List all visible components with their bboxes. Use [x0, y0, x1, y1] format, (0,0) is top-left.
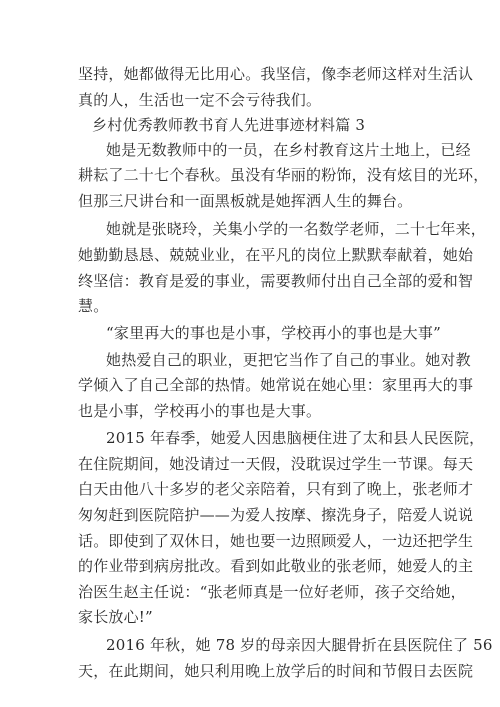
text-line: 慧。 [78, 297, 109, 315]
text-line: 她热爱自己的职业，更把它当作了自己的事业。她对教 [106, 351, 471, 369]
text-line: 2016 年秋，她 78 岁的母亲因大腿骨折在县医院住了 56 [106, 636, 493, 654]
quote-heading: “家里再大的事也是小事，学校再小的事也是大事” [106, 324, 441, 342]
text-line: 天，在此期间，她只利用晚上放学后的时间和节假日去医院 [78, 662, 474, 680]
text-line: 终坚信：教育是爱的事业，需要教师付出自己全部的爱和智 [78, 272, 474, 290]
text-line: 坚持，她都做得无比用心。我坚信，像李老师这样对生活认 [78, 65, 474, 83]
text-line: 匆匆赶到医院陪护——为爱人按摩、擦洗身子，陪爱人说说 [78, 506, 474, 524]
text-line: 耕耘了二十七个春秋。虽没有华丽的粉饰，没有炫目的光环， [78, 166, 489, 184]
text-line: 学倾入了自己全部的热情。她常说在她心里：家里再大的事 [78, 376, 474, 394]
text-line: 真的人，生活也一定不会亏待我们。 [78, 91, 322, 109]
text-line: 她是无数教师中的一员，在乡村教育这片土地上，已经 [106, 141, 471, 159]
text-line: 话。即使到了双休日，她也要一边照顾爱人，一边还把学生 [78, 532, 474, 550]
text-line: 在住院期间，她没请过一天假，没耽误过学生一节课。每天 [78, 455, 474, 473]
text-line: 她就是张晓玲，关集小学的一名数学老师，二十七年来， [106, 220, 487, 238]
text-line: 她勤勤恳恳、兢兢业业，在平凡的岗位上默默奉献着，她始 [78, 246, 474, 264]
text-line: 白天由他八十多岁的老父亲陪着，只有到了晚上，张老师才 [78, 480, 474, 498]
text-line: 但那三尺讲台和一面黑板就是她挥洒人生的舞台。 [78, 192, 413, 210]
text-line: 也是小事，学校再小的事也是大事。 [78, 402, 322, 420]
text-line: 家长放心!” [78, 608, 153, 626]
text-line: 2015 年春季，她爱人因患脑梗住进了太和县人民医院， [106, 429, 485, 447]
section-title: 乡村优秀教师教书育人先进事迹材料篇 3 [92, 116, 366, 134]
text-line: 的作业带到病房批改。看到如此敬业的张老师，她爱人的主 [78, 557, 474, 575]
text-line: 治医生赵主任说：“张老师真是一位好老师，孩子交给她， [78, 583, 466, 601]
